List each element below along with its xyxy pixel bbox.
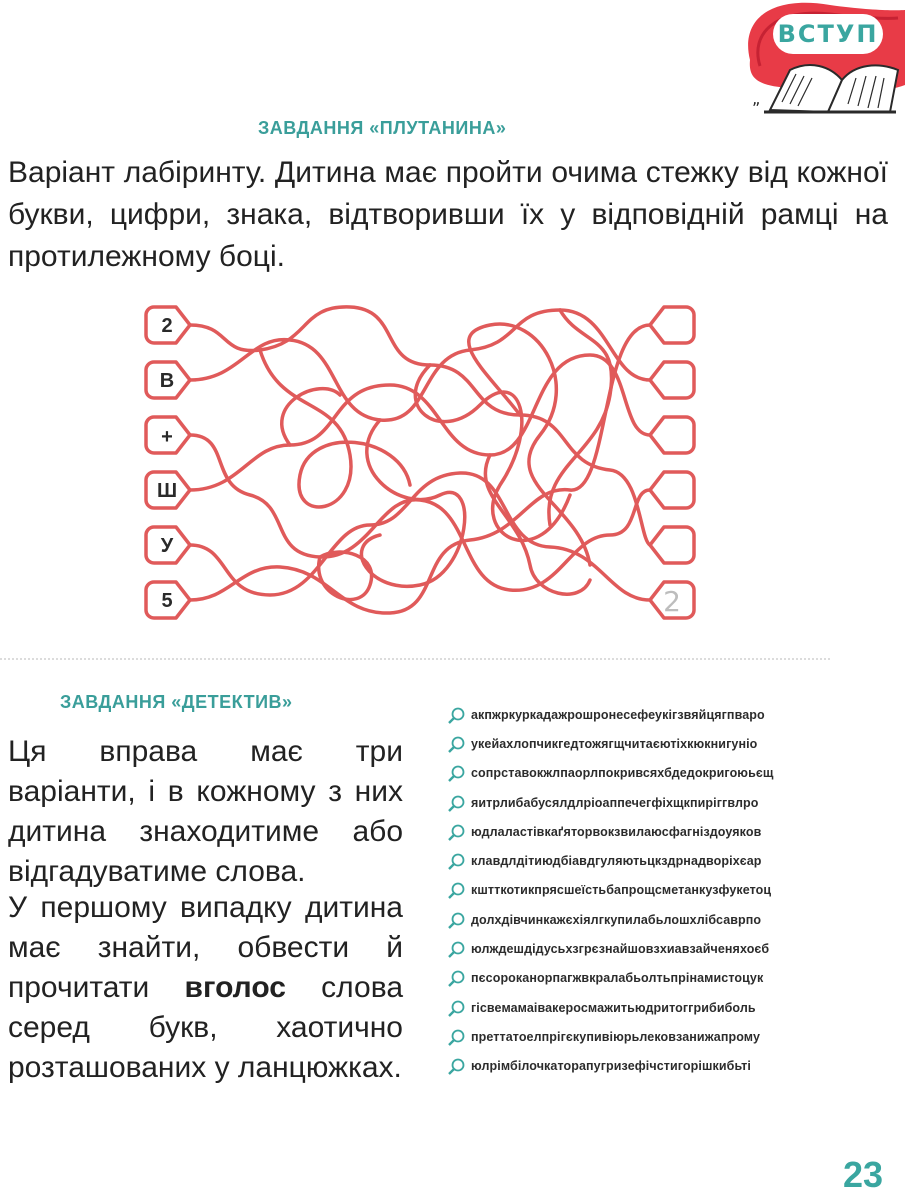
magnifier-icon xyxy=(445,880,471,900)
magnifier-icon xyxy=(445,851,471,871)
letter-chain: сопрставокжлпаорлпокривсяхбдедокригоюьєщ xyxy=(445,759,845,788)
magnifier-icon xyxy=(445,1056,471,1076)
maze-left-symbol: В xyxy=(159,370,175,392)
letter-chain: юлрімбілочкаторапугризефічстигорішкибьті xyxy=(445,1052,845,1081)
task-plutanyna-text: Варіант лабіринту. Дитина має пройти очима стежку від кожної букви, цифри, знака, відтворивши їх у відповідній рамці на протилежному боці. xyxy=(8,156,888,273)
letter-chain: юдлаластівкаґяторвокзвилаюсфагніздоуяков xyxy=(445,817,845,846)
svg-text:„: „ xyxy=(752,89,761,108)
maze-left-symbol: 5 xyxy=(161,590,173,612)
magnifier-icon xyxy=(445,734,471,754)
maze-illustration xyxy=(140,295,700,625)
letter-chain: укейахлопчикгедтожягщчитаєютіхкюкнигуніо xyxy=(445,729,845,758)
maze-left-symbol: Ш xyxy=(156,480,178,502)
maze-left-symbol: 2 xyxy=(161,315,173,337)
magnifier-icon xyxy=(445,1027,471,1047)
letter-chain: клавдлдітиюдбіавдгуляютьцкздрнадворіхєар xyxy=(445,846,845,875)
magnifier-icon xyxy=(445,793,471,813)
letter-chain: долхдівчинкажєхіялгкупилабьлошхлібсаврпо xyxy=(445,905,845,934)
section-divider xyxy=(0,658,830,660)
magnifier-icon xyxy=(445,763,471,783)
task-detektyv-para1: Ця вправа має три варіанти, і в кожному з них дитина знаходитиме або відгадуватиме слова. xyxy=(8,735,403,888)
bleed-through-text xyxy=(0,34,740,87)
magnifier-icon xyxy=(445,705,471,725)
maze-left-symbol: + xyxy=(161,426,173,448)
maze-right-answer: 2 xyxy=(663,585,681,618)
magnifier-icon xyxy=(445,968,471,988)
magnifier-icon xyxy=(445,939,471,959)
task-detektyv-para2: У першому випадку дитина має знайти, обвести й прочитати вголос слова серед букв, хаотично розташованих у ланцюжках. xyxy=(8,891,403,1084)
task-detektyv-title: ЗАВДАННЯ «ДЕТЕКТИВ» xyxy=(60,692,293,712)
letter-chain: юлждешдідусьхзгрєзнайшовзхиавзайченяхоєб xyxy=(445,934,845,963)
section-label: ВСТУП xyxy=(773,14,883,54)
letter-chains xyxy=(445,700,845,1081)
letter-chain: яитрлибабусялдлріоаппечегфіхщкпиріггвлро xyxy=(445,788,845,817)
magnifier-icon xyxy=(445,910,471,930)
magnifier-icon xyxy=(445,998,471,1018)
maze-left-symbol: У xyxy=(160,535,174,557)
section-badge xyxy=(730,0,905,120)
letter-chain: гісвемамаівакеросмажитьюдритоггрибиболь xyxy=(445,993,845,1022)
letter-chain: пєсороканорпагжвкралабьолтьпрінамистоцук xyxy=(445,964,845,993)
magnifier-icon xyxy=(445,822,471,842)
task-plutanyna-title: ЗАВДАННЯ «ПЛУТАНИНА» xyxy=(258,118,507,138)
letter-chain: кштткотикпрясшеїстьбапрощсметанкузфукетоц xyxy=(445,876,845,905)
page-number: 23 xyxy=(842,1154,883,1195)
bold-word: вголос xyxy=(184,971,286,1004)
letter-chain: акпжркуркадажрошронесефеукігзвяйцягпваро xyxy=(445,700,845,729)
letter-chain: преттатоелпрігєкупивіюрьлековзанижапрому xyxy=(445,1022,845,1051)
